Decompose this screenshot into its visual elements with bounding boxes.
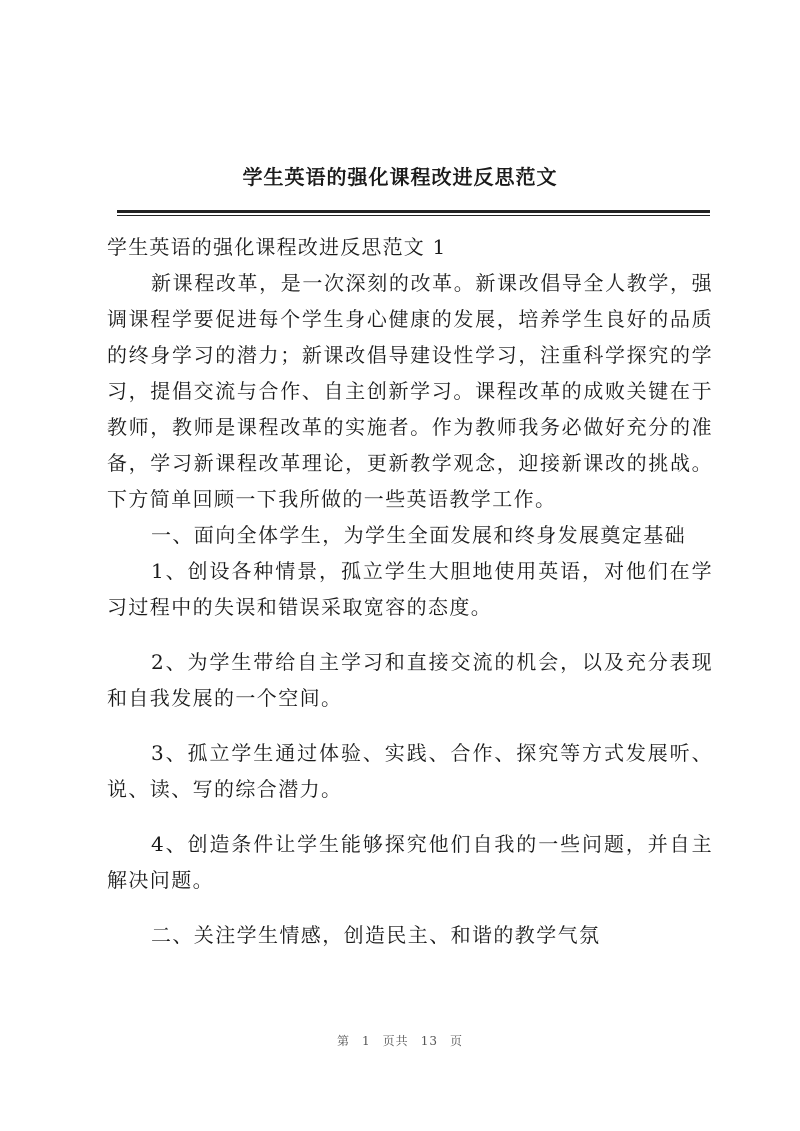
footer-suffix: 页 (449, 1034, 463, 1048)
title-divider-thick (117, 210, 710, 213)
footer-total-pages: 13 (420, 1034, 438, 1048)
title-divider-thin (117, 215, 710, 216)
list-item-1: 1、创设各种情景，孤立学生大胆地使用英语，对他们在学习过程中的失误和错误采取宽容的态度。 (107, 559, 713, 619)
footer-middle: 页共 (382, 1034, 409, 1048)
page-footer (0, 1032, 800, 1050)
heading-section-two: 二、关注学生情感，创造民主、和谐的教学气氛 (151, 923, 601, 947)
footer-current-page: 1 (362, 1034, 371, 1048)
list-item-2: 2、为学生带给自主学习和直接交流的机会，以及充分表现和自我发展的一个空间。 (107, 650, 713, 710)
footer-prefix: 第 (337, 1034, 351, 1048)
section-heading: 学生英语的强化课程改进反思范文 1 (107, 235, 447, 259)
list-item-4: 4、创造条件让学生能够探究他们自我的一些问题，并自主解决问题。 (107, 832, 713, 892)
heading-section-one: 一、面向全体学生，为学生全面发展和终身发展奠定基础 (151, 523, 686, 547)
document-title: 学生英语的强化课程改进反思范文 (242, 165, 558, 189)
list-item-3: 3、孤立学生通过体验、实践、合作、探究等方式发展听、说、读、写的综合潜力。 (107, 741, 713, 801)
paragraph-intro: 新课程改革，是一次深刻的改革。新课改倡导全人教学，强调课程学要促进每个学生身心健康的发展，培养学生良好的品质的终身学习的潜力；新课改倡导建设性学习，注重科学探究的学习，提倡交流与合作、自主创新学习。课程改革的成败关键在于教师，教师是课程改革的实施者。作为教师我务必做好充分的准备，学习新课程改革理论，更新教学观念，迎接新课改的挑战。下方简单回顾一下我所做的一些英语教学工作。 (107, 271, 713, 511)
document-body (107, 229, 713, 953)
